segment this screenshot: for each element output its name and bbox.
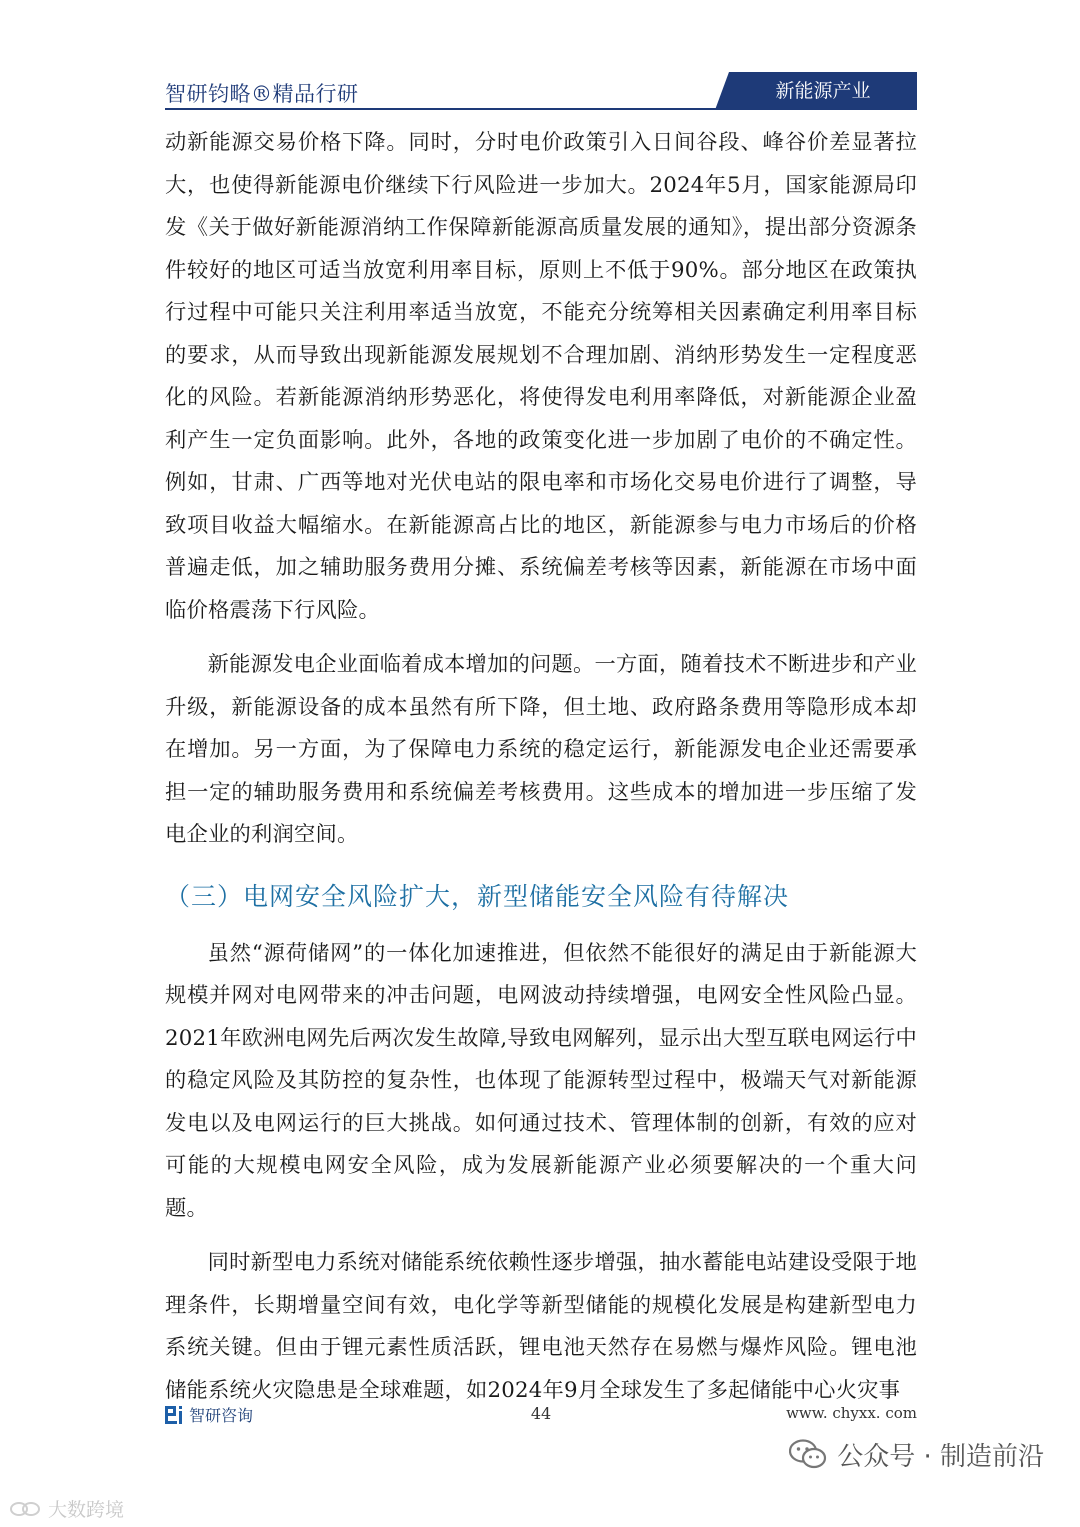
header-brand: 智研钧略®精品行研 <box>165 82 359 106</box>
page-footer <box>165 1400 917 1430</box>
footer-logo <box>165 1403 253 1426</box>
section-heading: （三）电网安全风险扩大，新型储能安全风险有待解决 <box>165 881 790 911</box>
zhiyan-logo-icon <box>165 1406 183 1424</box>
footer-logo-text: 智研咨询 <box>189 1406 254 1425</box>
body-paragraph-4: 同时新型电力系统对储能系统依赖性逐步增强，抽水蓄能电站建设受限于地理条件，长期增量空间有效，电化学等新型储能的规模化发展是构建新型电力系统关键。但由于锂元素性质活跃，锂电池天然存在易燃与爆炸风险。锂电池储能系统火灾隐患是全球难题，如2024年9月全球发生了多起储能中心火灾事 <box>165 1250 917 1403</box>
page-header <box>165 72 917 110</box>
body-paragraph-3: 虽然“源荷储网”的一体化加速推进，但依然不能很好的满足由于新能源大规模并网对电网带来的冲击问题，电网波动持续增强，电网安全性风险凸显。2021年欧洲电网先后两次发生故障,导致电网解列，显示出大型互联电网运行中的稳定风险及其防控的复杂性，也体现了能源转型过程中，极端天气对新能源发电以及电网运行的巨大挑战。如何通过技术、管理体制的创新，有效的应对可能的大规模电网安全风险，成为发展新能源产业必须要解决的一个重大问题。 <box>165 940 917 1221</box>
wechat-watermark <box>789 1436 1044 1473</box>
header-industry-tag: 新能源产业 <box>729 72 917 110</box>
corner-watermark <box>8 1495 124 1522</box>
corner-watermark-text: 大数跨境 <box>48 1499 125 1521</box>
footer-url: www. chyxx. com <box>786 1404 917 1422</box>
link-icon <box>8 1498 44 1520</box>
wechat-icon <box>789 1439 827 1471</box>
wechat-watermark-text: 公众号 · 制造前沿 <box>837 1442 1044 1472</box>
page-number: 44 <box>530 1404 552 1423</box>
body-paragraph-1: 动新能源交易价格下降。同时，分时电价政策引入日间谷段、峰谷价差显著拉大，也使得新能源电价继续下行风险进一步加大。2024年5月，国家能源局印发《关于做好新能源消纳工作保障新能源高质量发展的通知》，提出部分资源条件较好的地区可适当放宽利用率目标，原则上不低于90%。部分地区在政策执行过程中可能只关注利用率适当放宽，不能充分统筹相关因素确定利用率目标的要求，从而导致出现新能源发展规划不合理加剧、消纳形势发生一定程度恶化的风险。若新能源消纳形势恶化，将使得发电利用率降低，对新能源企业盈利产生一定负面影响。此外，各地的政策变化进一步加剧了电价的不确定性。例如，甘肃、广西等地对光伏电站的限电率和市场化交易电价进行了调整，导致项目收益大幅缩水。在新能源高占比的地区，新能源参与电力市场后的价格普遍走低，加之辅助服务费用分摊、系统偏差考核等因素，新能源在市场中面临价格震荡下行风险。 <box>165 130 917 623</box>
page-body <box>165 122 917 1412</box>
body-paragraph-2: 新能源发电企业面临着成本增加的问题。一方面，随着技术不断进步和产业升级，新能源设备的成本虽然有所下降，但土地、政府路条费用等隐形成本却在增加。另一方面，为了保障电力系统的稳定运行，新能源发电企业还需要承担一定的辅助服务费用和系统偏差考核费用。这些成本的增加进一步压缩了发电企业的利润空间。 <box>165 652 917 847</box>
